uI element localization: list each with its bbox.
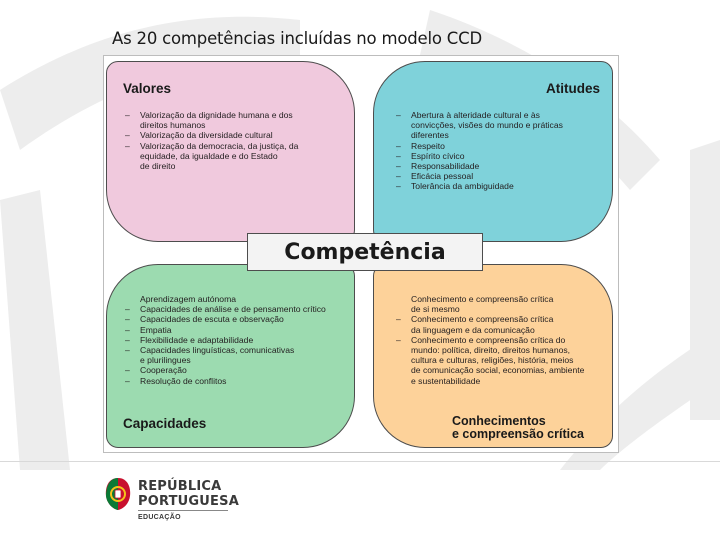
list-item: de si mesmo (411, 304, 460, 315)
page-title: As 20 competências incluídas no modelo CCD (112, 29, 482, 48)
list-item: – Flexibilidade e adaptabilidade (123, 335, 355, 345)
list-item: Aprendizagem autónoma (140, 294, 237, 304)
list-item: e sustentabilidade (411, 375, 481, 386)
list-item: – Espírito cívico (394, 151, 564, 161)
list-item: – Capacidades de escuta e observação (123, 314, 355, 324)
list-valores (123, 110, 328, 171)
republica-portuguesa-logo-icon (104, 476, 132, 512)
list-item: – Cooperação (123, 365, 355, 375)
list-item: diferentes (411, 130, 449, 141)
list-item: – Valorização da democracia, da justiça, da (123, 141, 328, 151)
list-item: – Empatia (123, 325, 355, 335)
footer-ministry: EDUCAÇÃO (138, 514, 181, 521)
list-item: equidade, da igualdade e do Estado (140, 150, 278, 161)
quadrant-capacidades (106, 264, 355, 448)
list-item: da linguagem e da comunicação (411, 324, 535, 335)
list-item: direitos humanos (140, 120, 206, 131)
quadrant-conhecimentos (373, 264, 613, 448)
list-item: mundo: política, direito, direitos humanos, (411, 345, 571, 356)
list-item: – Responsabilidade (394, 161, 564, 171)
list-item: de direito (140, 161, 176, 172)
list-item: – Conhecimento e compreensão crítica (394, 314, 594, 324)
list-capacidades (123, 294, 355, 386)
footer-line1: REPÚBLICA (138, 479, 222, 494)
list-item: – Conhecimento e compreensão crítica do (394, 335, 594, 345)
quadrant-title-valores: Valores (123, 81, 172, 96)
list-atitudes (394, 110, 564, 192)
list-item: – Respeito (394, 141, 564, 151)
list-item: – Tolerância da ambiguidade (394, 181, 564, 191)
list-item: – Capacidades linguísticas, comunicativas (123, 345, 355, 355)
list-item: – Valorização da dignidade humana e dos (123, 110, 328, 120)
list-item: Conhecimento e compreensão crítica (411, 294, 554, 304)
quadrant-title-conhecimentos (452, 415, 584, 441)
quadrant-title-conhecimentos-line1: Conhecimentos (452, 414, 546, 428)
quadrant-atitudes (373, 61, 613, 242)
footer-brand-text (138, 479, 239, 509)
list-item: – Eficácia pessoal (394, 171, 564, 181)
list-item: – Abertura à alteridade cultural e às (394, 110, 564, 120)
quadrant-title-conhecimentos-line2: e compreensão crítica (452, 427, 585, 441)
competencia-label: Competência (247, 233, 483, 271)
list-conhecimentos (394, 294, 594, 386)
quadrant-valores (106, 61, 355, 242)
footer-line2: PORTUGUESA (138, 494, 239, 509)
quadrant-title-atitudes: Atitudes (546, 81, 600, 96)
list-item: – Resolução de conflitos (123, 376, 355, 386)
footer-rule (138, 510, 228, 511)
list-item: de comunicação social, economias, ambiente (411, 365, 585, 376)
list-item: – Valorização da diversidade cultural (123, 130, 328, 140)
list-item: cultura e culturas, religiões, história, meios (411, 355, 574, 366)
list-item: convicções, visões do mundo e práticas (411, 120, 563, 131)
quadrant-title-capacidades: Capacidades (123, 416, 207, 431)
list-item: e plurilingues (140, 355, 191, 366)
footer-divider (0, 461, 720, 462)
list-item: – Capacidades de análise e de pensamento crítico (123, 304, 355, 314)
